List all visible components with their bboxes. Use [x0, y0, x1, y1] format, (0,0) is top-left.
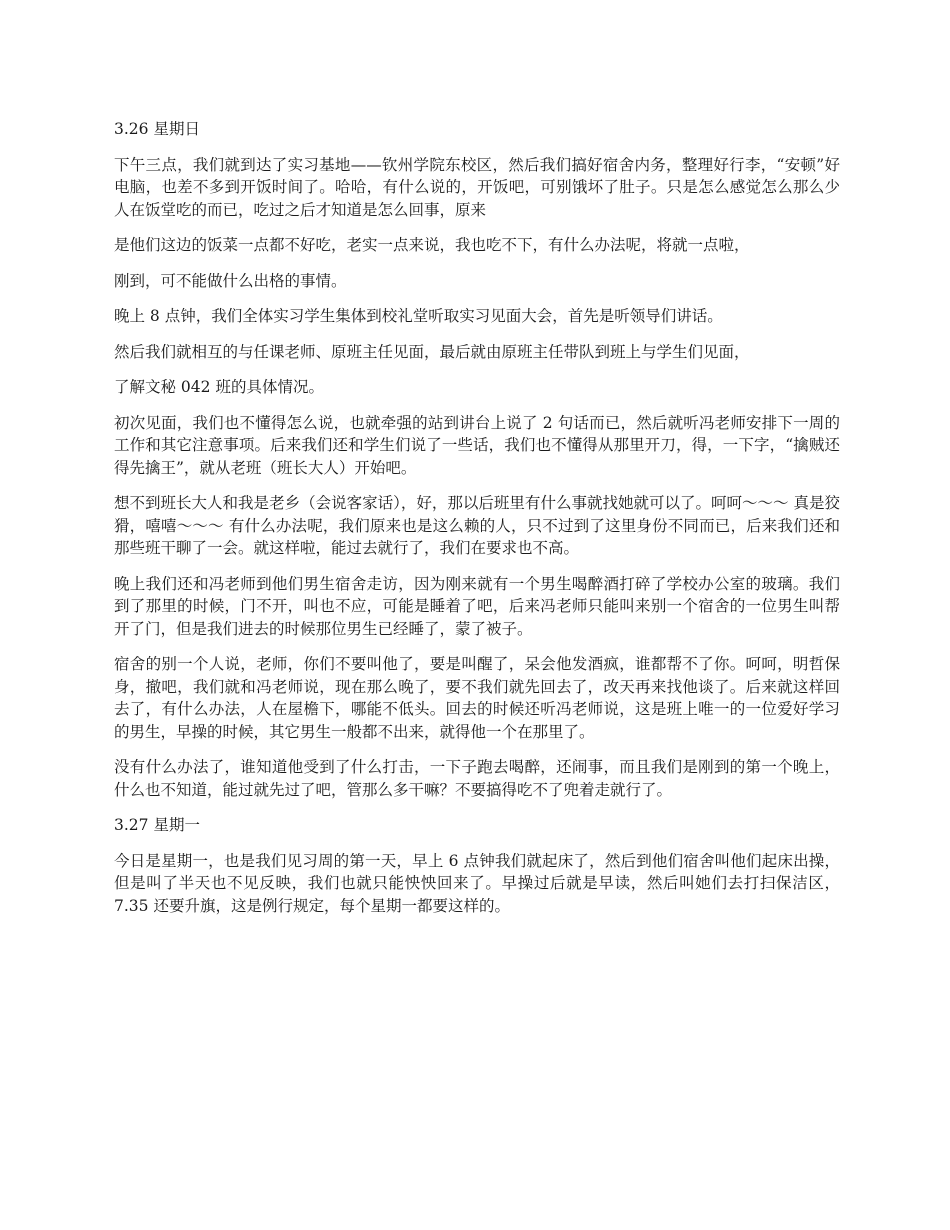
paragraph: 晚上 8 点钟，我们全体实习学生集体到校礼堂听取实习见面大会，首先是听领导们讲话。: [114, 307, 723, 325]
paragraph: 初次见面，我们也不懂得怎么说，也就牵强的站到讲台上说了 2 句话而已，然后就听冯老师安排下一周的工作和其它注意事项。后来我们还和学生们说了一些话，我们也不懂得从那里开刀，得，一下字，“擒贼还得先擒王”，就从老班（班长大人）开始吧。: [114, 413, 840, 477]
date-heading: 3.26 星期日: [114, 120, 200, 138]
document-page: [114, 118, 840, 930]
paragraph: 没有什么办法了，谁知道他受到了什么打击，一下子跑去喝醉，还闹事，而且我们是刚到的第一个晚上，什么也不知道，能过就先过了吧，管那么多干嘛？不要搞得吃不了兜着走就行了。: [114, 758, 840, 799]
paragraph: 是他们这边的饭菜一点都不好吃，老实一点来说，我也吃不下，有什么办法呢，将就一点啦，: [114, 236, 750, 254]
paragraph: 刚到，可不能做什么出格的事情。: [114, 271, 347, 290]
paragraph: 晚上我们还和冯老师到他们男生宿舍走访，因为刚来就有一个男生喝醉酒打碎了学校办公室的玻璃。我们到了那里的时候，门不开，叫也不应，可能是睡着了吧，后来冯老师只能叫来别一个宿舍的一位男生叫帮开了门，但是我们进去的时候那位男生已经睡了，蒙了被子。: [114, 574, 840, 638]
paragraph: 想不到班长大人和我是老乡（会说客家话），好，那以后班里有什么事就找她就可以了。呵呵～～～ 真是狡猾，嘻嘻～～～ 有什么办法呢，我们原来也是这么赖的人，只不过到了这里身份不同而已，后来我们还和那些班干聊了一会。就这样啦，能过去就行了，我们在要求也不高。: [114, 494, 840, 557]
paragraph: 今日是星期一，也是我们见习周的第一天，早上 6 点钟我们就起床了，然后到他们宿舍叫他们起床出操，但是叫了半天也不见反映，我们也就只能怏怏回来了。早操过后就是早读，然后叫她们去打扫保洁区，7.35 还要升旗，这是例行规定，每个星期一都要这样的。: [114, 851, 840, 915]
paragraph: 了解文秘 042 班的具体情况。: [114, 378, 324, 396]
paragraph: 下午三点，我们就到达了实习基地——钦州学院东校区，然后我们搞好宿舍内务，整理好行李，“安顿”好电脑，也差不多到开饭时间了。哈哈，有什么说的，开饭吧，可别饿坏了肚子。只是怎么感觉怎么那么少人在饭堂吃的而已，吃过之后才知道是怎么回事，原来: [114, 155, 840, 219]
paragraph: 宿舍的别一个人说，老师，你们不要叫他了，要是叫醒了，呆会他发酒疯，谁都帮不了你。呵呵，明哲保身，撤吧，我们就和冯老师说，现在那么晚了，要不我们就先回去了，改天再来找他谈了。后来就这样回去了，有什么办法，人在屋檐下，哪能不低头。回去的时候还听冯老师说，这是班上唯一的一位爱好学习的男生，早操的时候，其它男生一般都不出来，就得他一个在那里了。: [114, 655, 840, 741]
date-heading: 3.27 星期一: [114, 816, 200, 834]
paragraph: 然后我们就相互的与任课老师、原班主任见面，最后就由原班主任带队到班上与学生们见面，: [114, 342, 750, 361]
